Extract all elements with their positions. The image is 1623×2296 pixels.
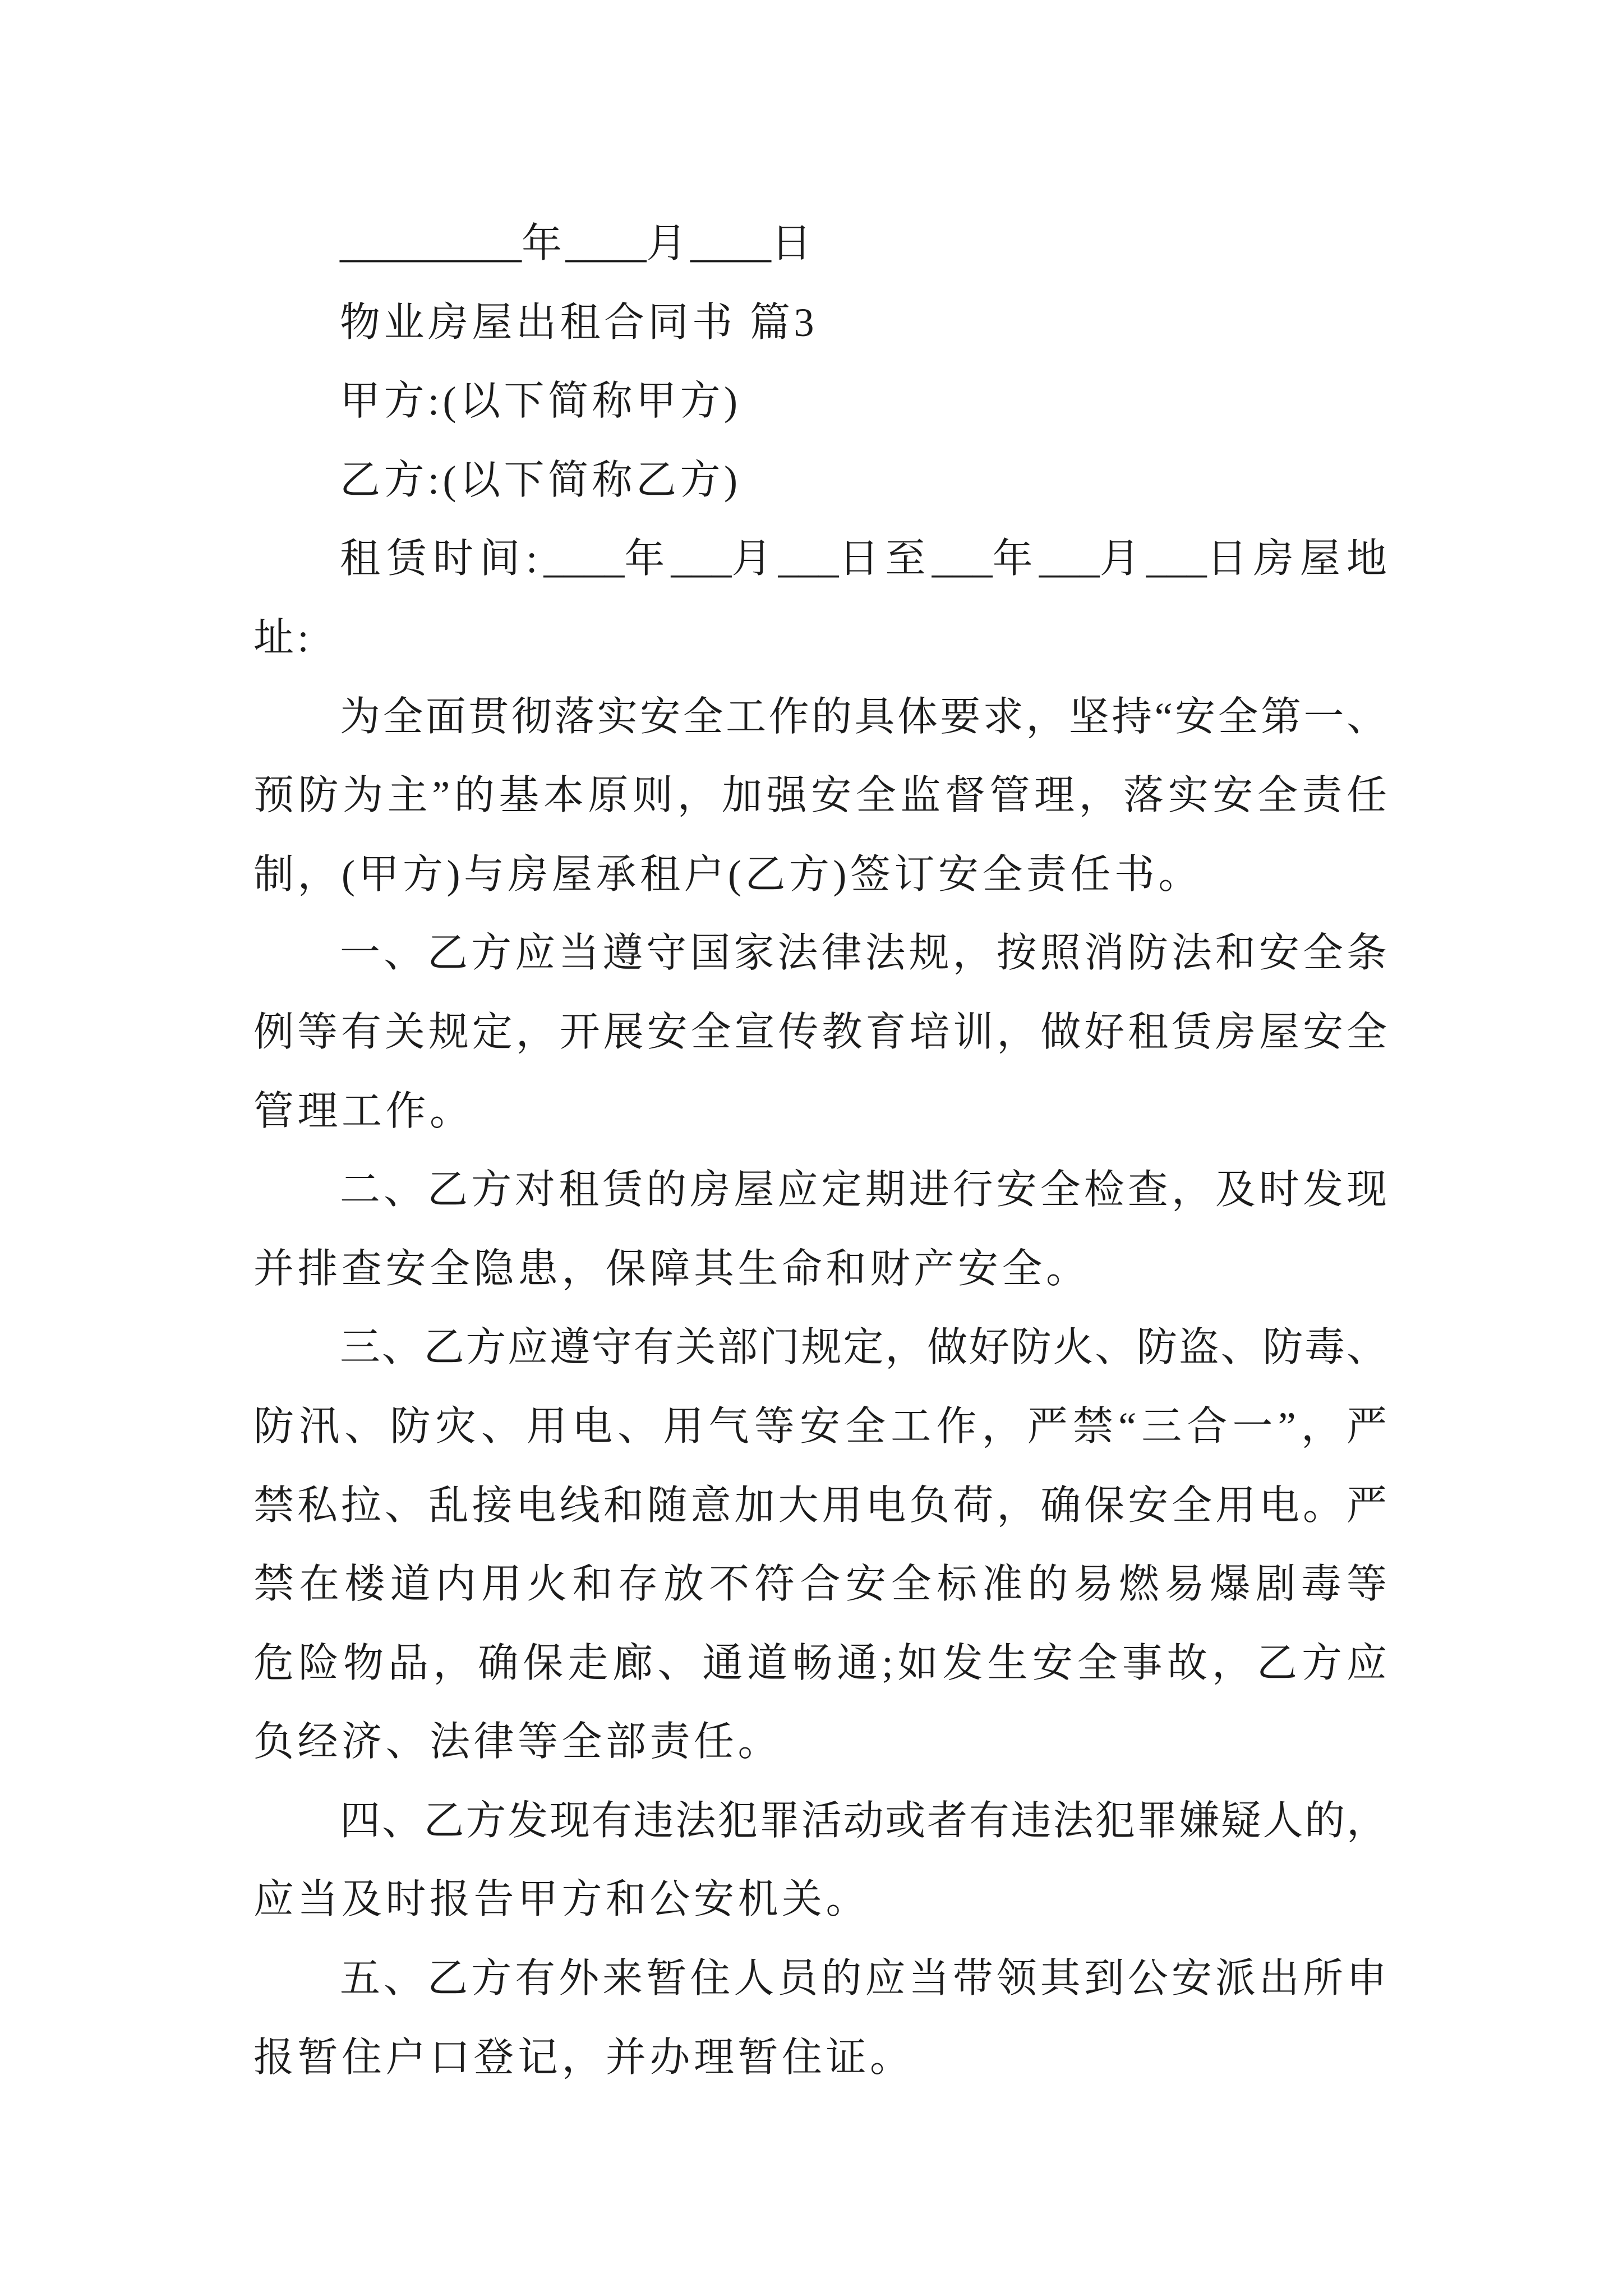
lease-term-text: 租赁时间:____年___月___日至___年___月___日房屋地 [340, 536, 1394, 582]
document-line [253, 1624, 1392, 1703]
document-line [253, 993, 1390, 1072]
document-line [253, 204, 1387, 283]
document-line [253, 1939, 1391, 2018]
clause-text: 禁在楼道内用火和存放不符合安全标准的易燃易爆剧毒等 [253, 1562, 1393, 1607]
blank-underline: ___ [932, 536, 993, 582]
document-line [253, 362, 1387, 441]
clause-4-paragraph [253, 1782, 1387, 1939]
document-line [253, 1230, 1387, 1309]
contract-document [253, 204, 1394, 2097]
blank-underline: ____ [543, 536, 625, 582]
document-line [253, 1782, 1387, 1861]
party-a-text: 甲方:(以下简称甲方) [340, 379, 741, 424]
blank-underline: _________ [340, 221, 522, 266]
date-line [253, 204, 1387, 283]
document-line [253, 1860, 1387, 1939]
document-line [253, 2018, 1387, 2097]
clause-3-paragraph [253, 1308, 1393, 1782]
clause-text: 应当及时报告甲方和公安机关。 [253, 1877, 870, 1922]
clause-text: 四、乙方发现有违法犯罪活动或者有违法犯罪嫌疑人的， [340, 1798, 1389, 1843]
document-line [253, 835, 1387, 914]
clause-text: 危险物品，确保走廊、通道畅通;如发生安全事故，乙方应 [253, 1640, 1392, 1686]
intro-paragraph [253, 678, 1391, 914]
document-line [253, 1308, 1387, 1387]
clause-text: 报暂住户口登记，并办理暂住证。 [253, 2035, 914, 2080]
document-line [253, 914, 1391, 993]
date-line-text: _________年____月____日 [340, 221, 815, 266]
document-line [253, 599, 1387, 678]
document-line [253, 283, 1387, 362]
party-b-line [253, 441, 1387, 520]
blank-underline: ___ [1039, 536, 1100, 582]
party-a-line [253, 362, 1387, 441]
clause-text: 二、乙方对租赁的房屋应定期进行安全检查，及时发现 [340, 1167, 1391, 1213]
contract-title-text: 物业房屋出租合同书 篇3 [340, 300, 818, 345]
document-line [253, 441, 1387, 520]
blank-underline: ___ [778, 536, 839, 582]
clause-text: 禁私拉、乱接电线和随意加大用电负荷，确保安全用电。严 [253, 1483, 1390, 1528]
blank-underline: ____ [690, 221, 772, 266]
clause-text: 管理工作。 [253, 1088, 474, 1134]
blank-underline: ___ [671, 536, 732, 582]
blank-underline: ____ [565, 221, 647, 266]
clause-text: 并排查安全隐患，保障其生命和财产安全。 [253, 1246, 1090, 1291]
lease-term-text: 址: [253, 615, 313, 660]
clause-text: 例等有关规定，开展安全宣传教育培训，做好租赁房屋安全 [253, 1009, 1390, 1055]
document-line [253, 1072, 1387, 1151]
document-line [253, 1151, 1391, 1230]
document-line [253, 1545, 1393, 1624]
document-line [253, 1387, 1393, 1466]
party-b-text: 乙方:(以下简称乙方) [340, 457, 741, 503]
intro-text: 预防为主”的基本原则，加强安全监督管理，落实安全责任 [253, 773, 1391, 818]
clause-2-paragraph [253, 1151, 1391, 1308]
contract-title [253, 283, 1387, 362]
blank-underline: ___ [1146, 536, 1207, 582]
intro-text: 为全面贯彻落实安全工作的具体要求，坚持“安全第一、 [340, 694, 1390, 739]
document-line [253, 1703, 1387, 1782]
clause-5-paragraph [253, 1939, 1391, 2097]
clause-text: 负经济、法律等全部责任。 [253, 1719, 782, 1765]
document-line [253, 1466, 1390, 1545]
clause-text: 防汛、防灾、用电、用气等安全工作，严禁“三合一”，严 [253, 1404, 1393, 1449]
document-line [253, 756, 1391, 835]
clause-text: 一、乙方应当遵守国家法律法规，按照消防法和安全条 [340, 931, 1391, 976]
document-line [253, 678, 1390, 757]
lease-term-paragraph [253, 519, 1394, 677]
document-line [253, 519, 1394, 599]
clause-text: 三、乙方应遵守有关部门规定，做好防火、防盗、防毒、 [340, 1325, 1389, 1370]
intro-text: 制，(甲方)与房屋承租户(乙方)签订安全责任书。 [253, 852, 1202, 897]
clause-text: 五、乙方有外来暂住人员的应当带领其到公安派出所申 [340, 1956, 1391, 2001]
clause-1-paragraph [253, 914, 1391, 1151]
